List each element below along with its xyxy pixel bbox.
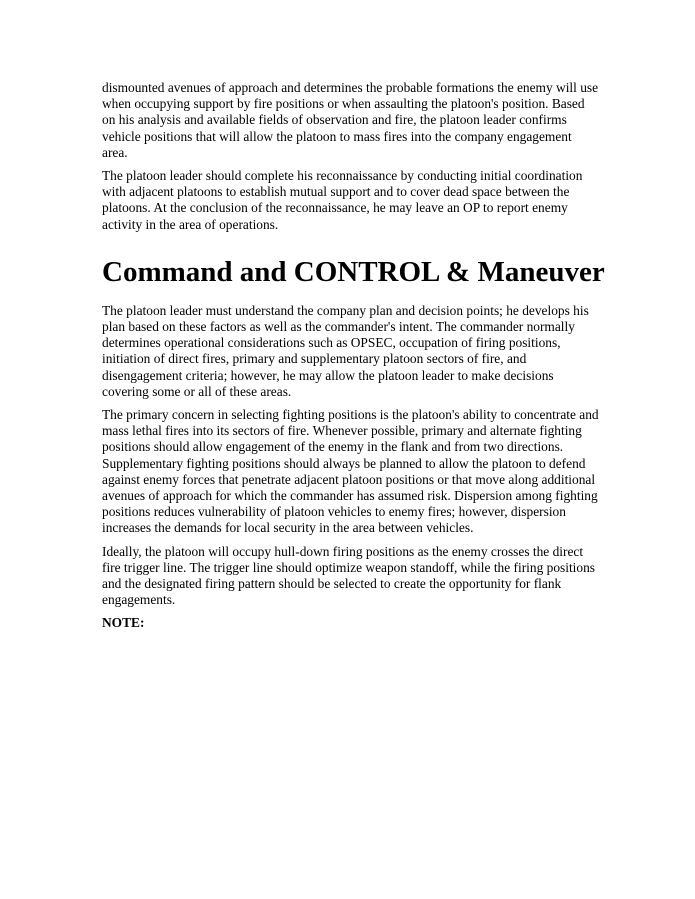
note-label: NOTE: <box>102 615 145 631</box>
paragraph-company-plan: The platoon leader must understand the company plan and decision points; he develops his plan based on these factors as well as the commander's intent. The commander normally determines operational considerations such as OPSEC, occupation of firing positions, initiation of direct fires, primary and supplementary platoon sectors of fire, and disengagement criteria; however, he may allow the platoon leader to make decisions covering some or all of these areas. <box>102 302 589 399</box>
paragraph-hull-down-positions: Ideally, the platoon will occupy hull-down firing positions as the enemy crosses the direct fire trigger line. The trigger line should optimize weapon standoff, while the firing positions and the designated firing pattern should be selected to create the opportunity for flank engagements. <box>102 543 595 608</box>
document-page <box>102 80 605 632</box>
paragraph-fighting-positions: The primary concern in selecting fighting positions is the platoon's ability to concentrate and mass lethal fires into its sectors of fire. Whenever possible, primary and alternate fighting positions should allow engagement of the enemy in the flank and from two directions. Supplementary fighting positions should always be planned to allow the platoon to defend against enemy forces that penetrate adjacent platoon positions or that move along additional avenues of approach for which the commander has assumed risk. Dispersion among fighting positions reduces vulnerability of platoon vehicles to enemy fires; however, dispersion increases the demands for local security in the area between vehicles. <box>102 407 599 536</box>
paragraph-avenues-of-approach: dismounted avenues of approach and determines the probable formations the enemy will use when occupying support by fire positions or when assaulting the platoon's position. Based on his analysis and available fields of observation and fire, the platoon leader confirms vehicle positions that will allow the platoon to mass fires into the company engagement area. <box>102 80 599 160</box>
section-heading: Command and CONTROL & Maneuver <box>102 255 605 288</box>
paragraph-reconnaissance: The platoon leader should complete his reconnaissance by conducting initial coordination with adjacent platoons to establish mutual support and to cover dead space between the platoons. At the conclusion of the reconnaissance, he may leave an OP to report enemy activity in the area of operations. <box>102 168 583 232</box>
